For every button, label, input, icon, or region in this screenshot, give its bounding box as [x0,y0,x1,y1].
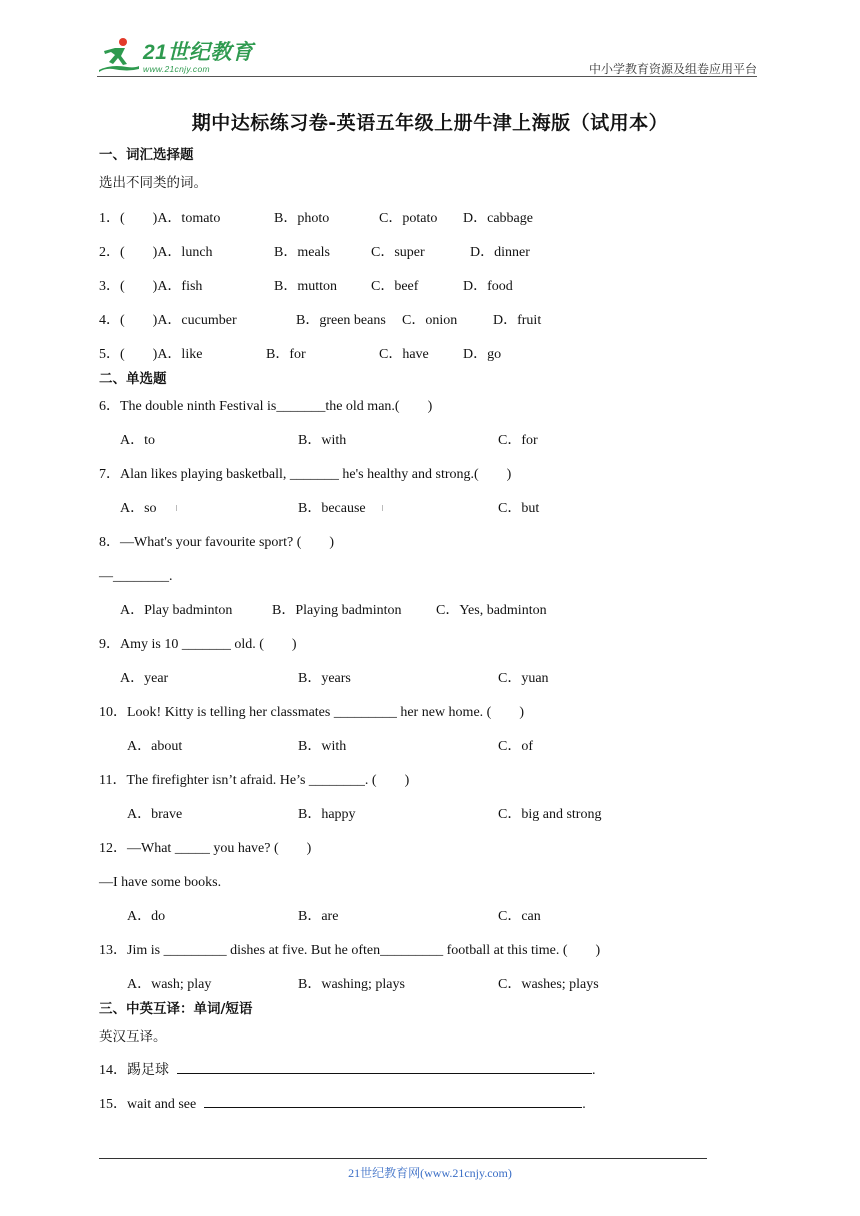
question-10-options [99,730,759,764]
option-d: D．dinner [470,245,530,260]
option-a: A．do [127,909,166,924]
option-c: C．potato [379,211,438,226]
option-c: C．big and strong [498,807,602,822]
option-a: A．to [120,433,155,448]
question-11-stem: 11．The firefighter isn’t afraid. He’s ________. ( ) [99,773,410,788]
question-13-options [99,968,759,996]
question-12-stem: 12．—What _____ you have? ( ) [99,841,312,856]
option-b: B．years [298,671,351,686]
blank-period: . [592,1063,596,1078]
option-b: B．washing; plays [298,977,405,992]
page-header [97,36,757,78]
question-14 [99,1054,759,1088]
option-b: B．are [298,909,339,924]
section-1-heading: 一、词汇选择题 [99,147,194,163]
footer-divider [99,1158,707,1159]
option-d: D．fruit [493,313,542,328]
section-3-instruction: 英汉互译。 [99,1029,167,1045]
option-a: A．about [127,739,183,754]
option-a: A．year [120,671,169,686]
site-logo [97,36,253,74]
section-2-heading: 二、单选题 [99,371,167,387]
question-6-options [99,424,759,458]
question-number-option-a: 2．( )A．lunch [99,245,213,260]
question-1 [99,202,759,236]
scan-mark [382,505,383,511]
option-b: B．with [298,739,347,754]
question-11-options [99,798,759,832]
option-c: C．of [498,739,533,754]
question-8-reply: —________. [99,569,173,584]
option-c: C．can [498,909,541,924]
option-c: C．beef [371,279,419,294]
option-c: C．washes; plays [498,977,599,992]
question-12-reply: —I have some books. [99,875,222,890]
option-b: B．photo [274,211,330,226]
option-b: B．Playing badminton [272,603,402,618]
option-c: C．for [498,433,538,448]
question-15-prompt: 15．wait and see [99,1097,197,1112]
option-c: C．but [498,501,540,516]
document-title: 期中达标练习卷-英语五年级上册牛津上海版（试用本） [191,112,669,134]
question-7-stem: 7．Alan likes playing basketball, _______ he's healthy and strong.( ) [99,467,512,482]
option-b: B．meals [274,245,330,260]
option-c: C．Yes, badminton [436,603,547,618]
question-15 [99,1088,759,1122]
option-b: B．with [298,433,347,448]
question-9-options [99,662,759,696]
question-3 [99,270,759,304]
option-a: A．so [120,501,157,516]
option-a: A．wash; play [127,977,212,992]
question-8-stem: 8．—What's your favourite sport? ( ) [99,535,335,550]
option-c: C．have [379,347,429,362]
answer-blank-14[interactable] [177,1059,592,1074]
logo-text: 21世纪教育 [143,41,254,64]
exam-content [99,142,759,1122]
section-1-instruction: 选出不同类的词。 [99,175,207,191]
section-3-heading: 三、中英互译：单词/短语 [99,1001,253,1017]
question-8-options [99,594,759,628]
question-5 [99,338,759,368]
runner-logo-icon [97,36,141,74]
blank-period: . [582,1097,586,1112]
option-d: D．go [463,347,502,362]
question-9-stem: 9．Amy is 10 _______ old. ( ) [99,637,297,652]
option-a: A．brave [127,807,183,822]
question-13-stem: 13．Jim is _________ dishes at five. But he often_________ football at this time. ( ) [99,943,601,958]
logo-url: www.21cnjy.com [143,64,210,74]
scan-mark [176,505,177,511]
question-number-option-a: 1．( )A．tomato [99,211,221,226]
footer-text: 21世纪教育网(www.21cnjy.com) [348,1166,512,1180]
option-b: B．happy [298,807,356,822]
option-b: B．because [298,501,366,516]
question-7-options [99,492,759,526]
question-10-stem: 10．Look! Kitty is telling her classmates _________ her new home. ( ) [99,705,524,720]
answer-blank-15[interactable] [204,1093,582,1108]
option-c: C．onion [402,313,458,328]
option-d: D．food [463,279,513,294]
option-b: B．for [266,347,306,362]
option-c: C．yuan [498,671,549,686]
header-tagline: 中小学教育资源及组卷应用平台 [588,62,757,76]
option-d: D．cabbage [463,211,533,226]
question-12-options [99,900,759,934]
question-4 [99,304,759,338]
option-b: B．green beans [296,313,386,328]
header-divider [97,76,757,77]
option-a: A．Play badminton [120,603,233,618]
question-14-prompt: 14．踢足球 [99,1063,169,1078]
question-2 [99,236,759,270]
question-number-option-a: 3．( )A．fish [99,279,203,294]
question-number-option-a: 5．( )A．like [99,347,203,362]
option-b: B．mutton [274,279,338,294]
option-c: C．super [371,245,425,260]
question-number-option-a: 4．( )A．cucumber [99,313,237,328]
question-6-stem: 6．The double ninth Festival is_______the old man.( ) [99,399,433,414]
